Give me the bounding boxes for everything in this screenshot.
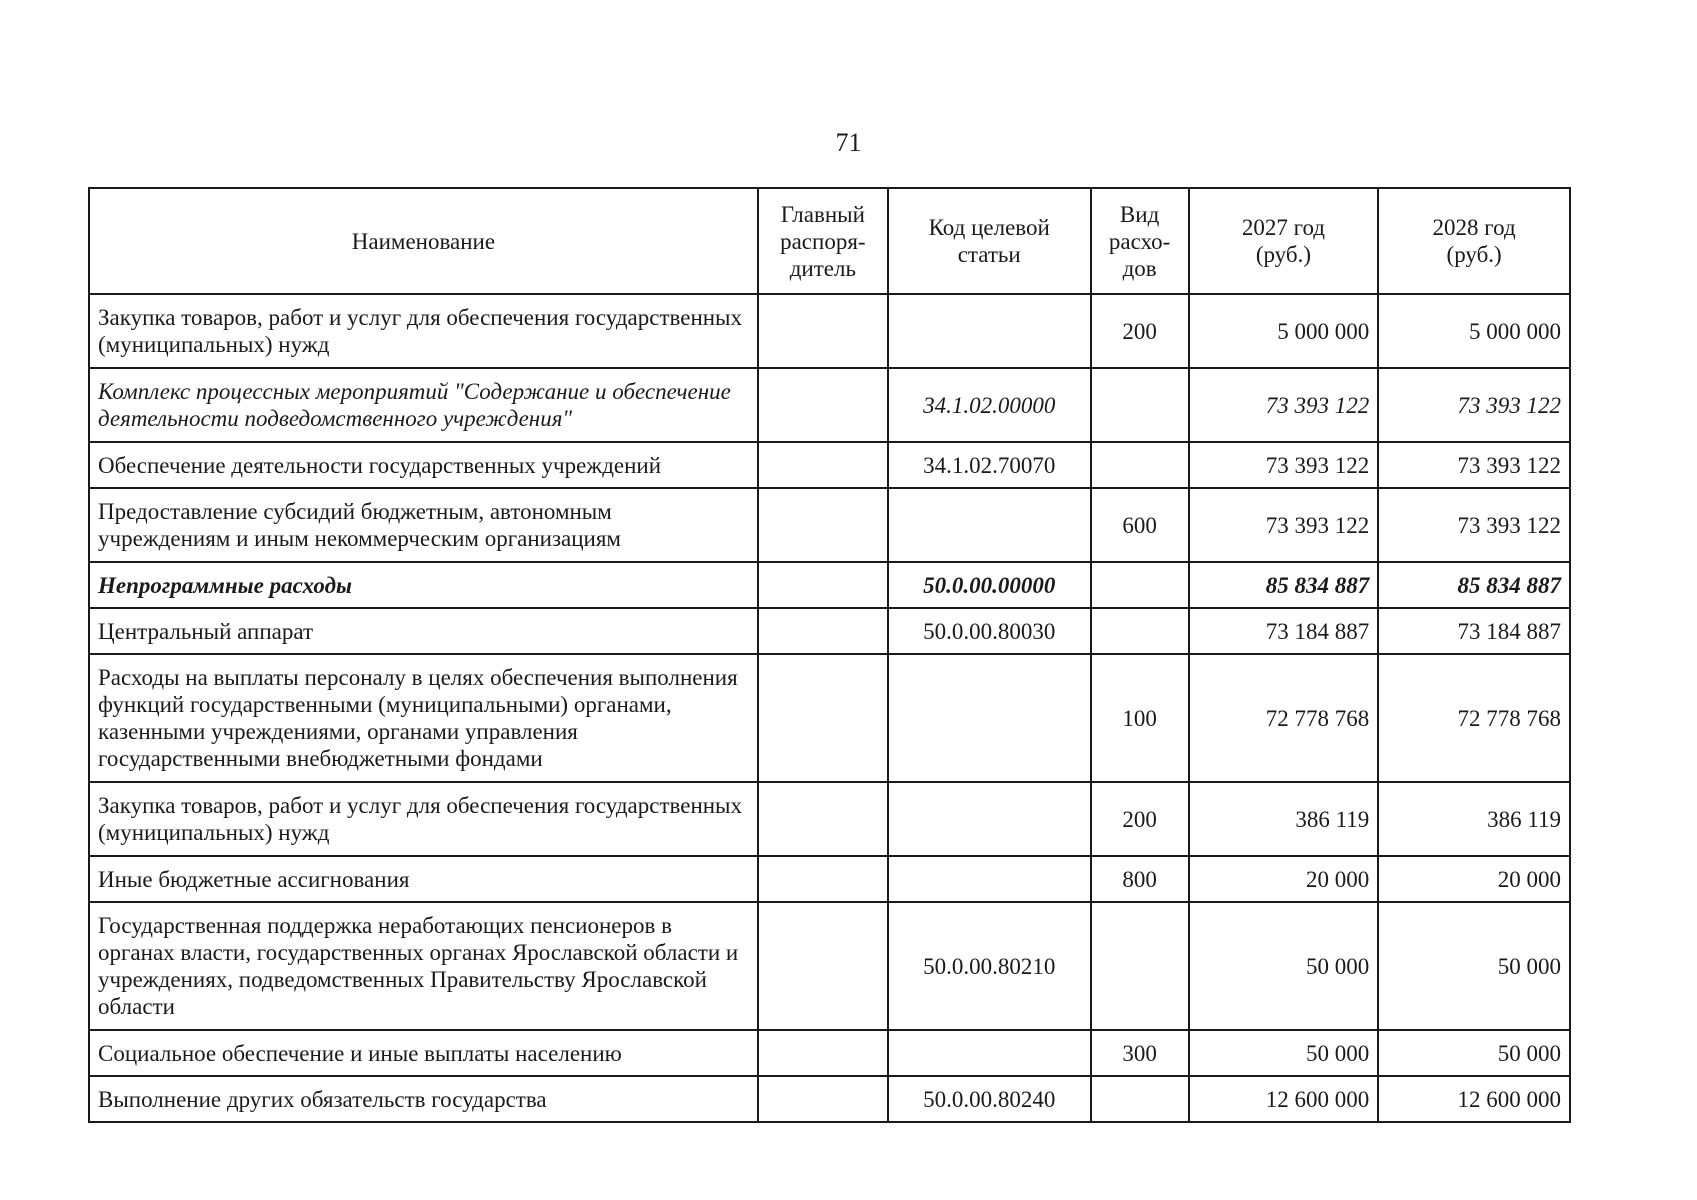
- row-name-cell: Закупка товаров, работ и услуг для обеспечения государственных (муниципальных) нужд: [89, 782, 758, 856]
- row-expense-type-cell: 300: [1091, 1030, 1189, 1076]
- table-row: [89, 902, 1570, 1030]
- row-amount-2028-cell: 73 184 887: [1378, 608, 1570, 654]
- row-expense-type-cell: 100: [1091, 654, 1189, 782]
- row-amount-2028-cell: 50 000: [1378, 1030, 1570, 1076]
- row-name-cell: Расходы на выплаты персоналу в целях обеспечения выполнения функций государственными (муниципальными) органами, казенными учреждениями, органами управления государственными внебюджетными фондами: [89, 654, 758, 782]
- row-main-manager-cell: [758, 608, 888, 654]
- row-target-code-cell: 50.0.00.80210: [888, 902, 1091, 1030]
- row-name-cell: Комплекс процессных мероприятий "Содержание и обеспечение деятельности подведомственного учреждения": [89, 368, 758, 442]
- row-name-cell: Обеспечение деятельности государственных учреждений: [89, 442, 758, 488]
- table-row: [89, 782, 1570, 856]
- row-amount-2027-cell: 50 000: [1189, 1030, 1379, 1076]
- row-main-manager-cell: [758, 442, 888, 488]
- row-target-code-cell: 50.0.00.80030: [888, 608, 1091, 654]
- row-amount-2028-cell: 73 393 122: [1378, 368, 1570, 442]
- table-row: [89, 368, 1570, 442]
- row-amount-2027-cell: 72 778 768: [1189, 654, 1379, 782]
- row-main-manager-cell: [758, 488, 888, 562]
- table-row: [89, 294, 1570, 368]
- budget-table: [88, 187, 1571, 1123]
- row-amount-2027-cell: 12 600 000: [1189, 1076, 1379, 1122]
- row-amount-2027-cell: 73 393 122: [1189, 442, 1379, 488]
- page-number: 71: [835, 128, 862, 157]
- row-target-code-cell: 34.1.02.00000: [888, 368, 1091, 442]
- row-amount-2028-cell: 12 600 000: [1378, 1076, 1570, 1122]
- table-row: [89, 562, 1570, 608]
- row-name-cell: Центральный аппарат: [89, 608, 758, 654]
- row-name-cell: Иные бюджетные ассигнования: [89, 856, 758, 902]
- row-target-code-cell: [888, 294, 1091, 368]
- header-main-manager: Главный распоря- дитель: [758, 188, 888, 294]
- row-amount-2028-cell: 20 000: [1378, 856, 1570, 902]
- table-row: [89, 488, 1570, 562]
- table-row: [89, 1030, 1570, 1076]
- row-expense-type-cell: 200: [1091, 782, 1189, 856]
- table-row: [89, 608, 1570, 654]
- row-amount-2028-cell: 73 393 122: [1378, 488, 1570, 562]
- row-expense-type-cell: [1091, 1076, 1189, 1122]
- row-amount-2027-cell: 85 834 887: [1189, 562, 1379, 608]
- row-amount-2028-cell: 50 000: [1378, 902, 1570, 1030]
- header-name: Наименование: [89, 188, 758, 294]
- row-name-cell: Социальное обеспечение и иные выплаты населению: [89, 1030, 758, 1076]
- row-main-manager-cell: [758, 782, 888, 856]
- row-main-manager-cell: [758, 902, 888, 1030]
- row-main-manager-cell: [758, 1076, 888, 1122]
- table-row: [89, 654, 1570, 782]
- row-name-cell: Выполнение других обязательств государства: [89, 1076, 758, 1122]
- row-name-cell: Закупка товаров, работ и услуг для обеспечения государственных (муниципальных) нужд: [89, 294, 758, 368]
- row-expense-type-cell: [1091, 562, 1189, 608]
- row-expense-type-cell: [1091, 368, 1189, 442]
- row-amount-2028-cell: 5 000 000: [1378, 294, 1570, 368]
- row-expense-type-cell: [1091, 902, 1189, 1030]
- header-year-2028: 2028 год (руб.): [1378, 188, 1570, 294]
- row-main-manager-cell: [758, 856, 888, 902]
- row-target-code-cell: [888, 856, 1091, 902]
- row-amount-2027-cell: 73 184 887: [1189, 608, 1379, 654]
- row-name-cell: Государственная поддержка неработающих пенсионеров в органах власти, государственных органах Ярославской области и учреждениях, подведомственных Правительству Ярославской области: [89, 902, 758, 1030]
- row-target-code-cell: [888, 654, 1091, 782]
- row-amount-2027-cell: 73 393 122: [1189, 368, 1379, 442]
- table-header-row: [89, 188, 1570, 294]
- header-expense-type: Вид расхо- дов: [1091, 188, 1189, 294]
- row-amount-2027-cell: 20 000: [1189, 856, 1379, 902]
- row-main-manager-cell: [758, 562, 888, 608]
- row-amount-2028-cell: 72 778 768: [1378, 654, 1570, 782]
- row-amount-2027-cell: 50 000: [1189, 902, 1379, 1030]
- row-target-code-cell: 50.0.00.80240: [888, 1076, 1091, 1122]
- row-target-code-cell: [888, 782, 1091, 856]
- row-amount-2028-cell: 73 393 122: [1378, 442, 1570, 488]
- row-amount-2027-cell: 386 119: [1189, 782, 1379, 856]
- header-target-code: Код целевой статьи: [888, 188, 1091, 294]
- table-row: [89, 1076, 1570, 1122]
- row-amount-2027-cell: 5 000 000: [1189, 294, 1379, 368]
- row-expense-type-cell: 800: [1091, 856, 1189, 902]
- header-year-2027: 2027 год (руб.): [1189, 188, 1379, 294]
- row-amount-2028-cell: 85 834 887: [1378, 562, 1570, 608]
- row-target-code-cell: [888, 488, 1091, 562]
- row-name-cell: Предоставление субсидий бюджетным, автономным учреждениям и иным некоммерческим организациям: [89, 488, 758, 562]
- row-main-manager-cell: [758, 1030, 888, 1076]
- row-amount-2027-cell: 73 393 122: [1189, 488, 1379, 562]
- row-main-manager-cell: [758, 294, 888, 368]
- row-name-cell: Непрограммные расходы: [89, 562, 758, 608]
- table-row: [89, 442, 1570, 488]
- row-target-code-cell: [888, 1030, 1091, 1076]
- row-main-manager-cell: [758, 654, 888, 782]
- row-expense-type-cell: 200: [1091, 294, 1189, 368]
- table-row: [89, 856, 1570, 902]
- row-target-code-cell: 50.0.00.00000: [888, 562, 1091, 608]
- row-expense-type-cell: [1091, 442, 1189, 488]
- row-expense-type-cell: 600: [1091, 488, 1189, 562]
- row-expense-type-cell: [1091, 608, 1189, 654]
- row-amount-2028-cell: 386 119: [1378, 782, 1570, 856]
- row-main-manager-cell: [758, 368, 888, 442]
- row-target-code-cell: 34.1.02.70070: [888, 442, 1091, 488]
